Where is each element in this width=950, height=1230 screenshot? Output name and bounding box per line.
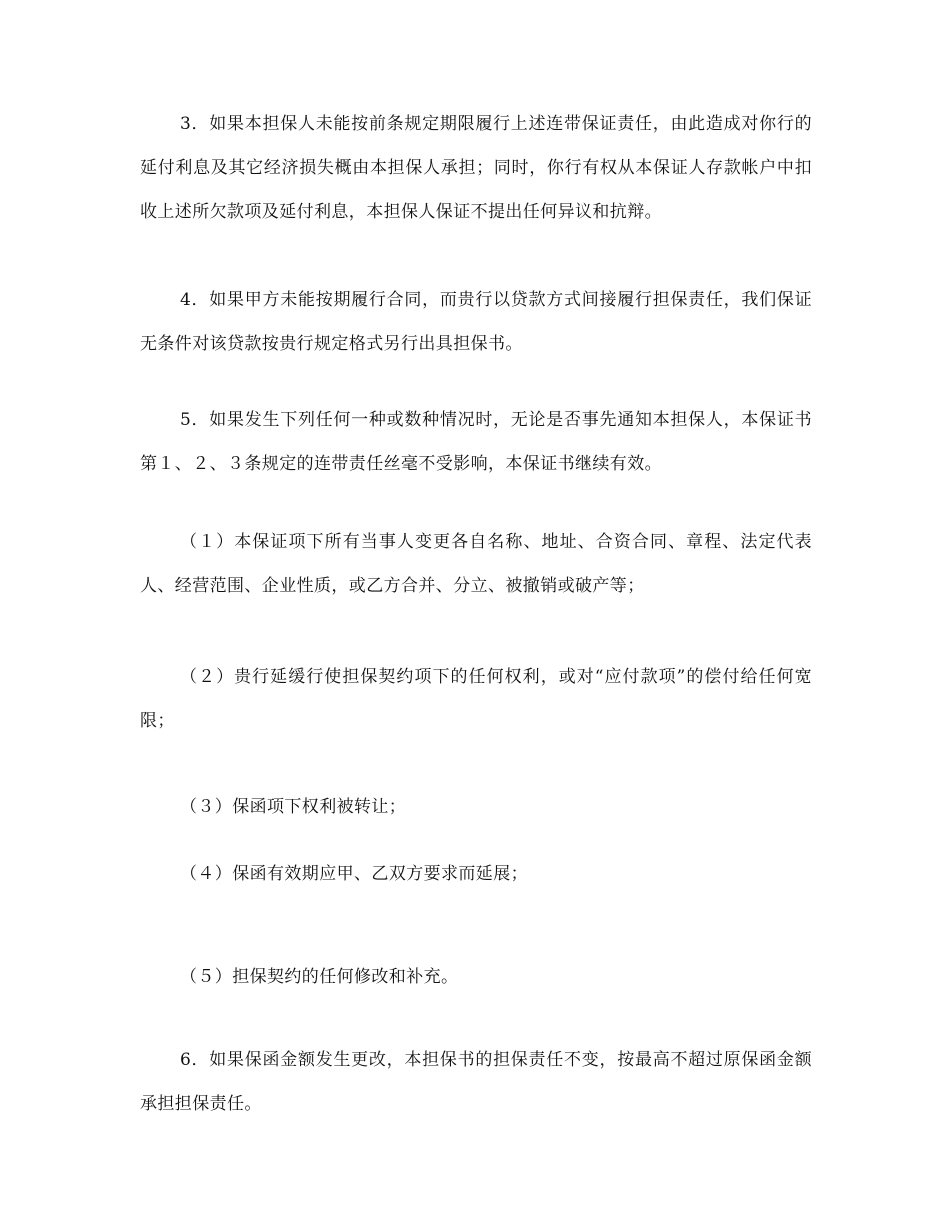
clause-5-item-2: （２）贵行延缓行使担保契约项下的任何权利，或对“应付款项”的偿付给任何宽限； — [140, 667, 812, 731]
clause-5-item-4: （４）保函有效期应甲、乙双方要求而延展； — [180, 864, 528, 884]
clause-5-item-3: （３）保函项下权利被转让； — [180, 797, 407, 817]
clause-4-paragraph: 4．如果甲方未能按期履行合同，而贵行以贷款方式间接履行担保责任，我们保证无条件对该贷款按贵行规定格式另行出具担保书。 — [140, 290, 812, 354]
clause-6-paragraph: 6．如果保函金额发生更改，本担保书的担保责任不变，按最高不超过原保函金额承担担保责任。 — [140, 1050, 812, 1114]
clause-5-item-5: （５）担保契约的任何修改和补充。 — [180, 967, 459, 987]
clause-3-paragraph: 3．如果本担保人未能按前条规定期限履行上述连带保证责任，由此造成对你行的延付利息及其它经济损失概由本担保人承担；同时，你行有权从本保证人存款帐户中扣收上述所欠款项及延付利息，本担保人保证不提出任何异议和抗辩。 — [140, 114, 812, 222]
clause-5-item-1: （１）本保证项下所有当事人变更各自名称、地址、合资合同、章程、法定代表人、经营范围、企业性质，或乙方合并、分立、被撤销或破产等； — [140, 532, 812, 596]
clause-5-paragraph: 5．如果发生下列任何一种或数种情况时，无论是否事先通知本担保人，本保证书第１、２、３条规定的连带责任丝毫不受影响，本保证书继续有效。 — [140, 410, 812, 474]
